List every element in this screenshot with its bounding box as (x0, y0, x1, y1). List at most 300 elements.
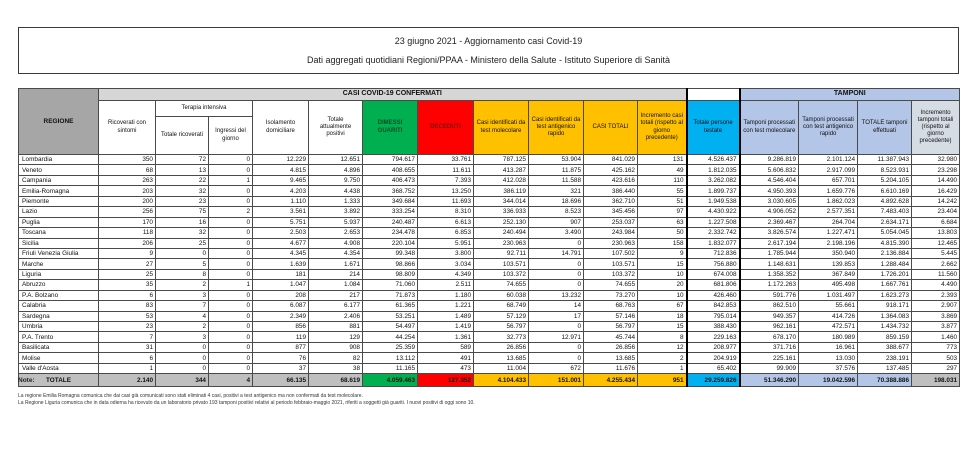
value-cell: 10 (638, 269, 687, 279)
value-cell: 32 (156, 186, 209, 196)
value-cell: 6 (99, 290, 156, 300)
value-cell: 98.809 (363, 269, 418, 279)
value-cell: 31 (99, 342, 156, 352)
value-cell: 66.135 (253, 374, 309, 387)
value-cell: 32.980 (912, 155, 960, 165)
value-cell: 1.288.484 (858, 259, 912, 269)
value-cell: 0 (156, 353, 209, 363)
value-cell: 208.977 (687, 342, 740, 352)
value-cell: 63 (638, 217, 687, 227)
value-cell: 5.606.832 (740, 165, 799, 175)
value-cell: 14.791 (529, 248, 584, 258)
value-cell: 962.161 (740, 322, 799, 332)
value-cell: 206 (99, 238, 156, 248)
table-row (19, 196, 960, 206)
value-cell: 11.676 (584, 363, 638, 373)
value-cell: 2.349 (253, 311, 309, 321)
value-cell: 5.204.105 (858, 175, 912, 185)
value-cell: 4.815 (253, 165, 309, 175)
value-cell: 10 (638, 290, 687, 300)
value-cell: 2.406 (309, 311, 363, 321)
table-row (19, 322, 960, 332)
value-cell: 170 (99, 217, 156, 227)
value-cell: 127.352 (418, 374, 474, 387)
value-cell: 220.104 (363, 238, 418, 248)
table-row (19, 186, 960, 196)
value-cell: 5.054.045 (858, 228, 912, 238)
value-cell: 0 (156, 248, 209, 258)
value-cell: 0 (529, 259, 584, 269)
value-cell: 8.523.931 (858, 165, 912, 175)
value-cell: 8.523 (529, 207, 584, 217)
table-body (19, 155, 960, 374)
value-cell: 11.875 (529, 165, 584, 175)
region-cell: P.A. Trento (19, 332, 99, 342)
group-header-tamponi: TAMPONI (740, 89, 960, 101)
value-cell: 367.849 (799, 269, 858, 279)
value-cell: 23.404 (912, 207, 960, 217)
value-cell: 61.365 (363, 301, 418, 311)
value-cell: 1.623.273 (858, 290, 912, 300)
value-cell: 4.430.922 (687, 207, 740, 217)
value-cell: 842.853 (687, 301, 740, 311)
value-cell: 7.483.403 (858, 207, 912, 217)
value-cell: 0 (209, 228, 253, 238)
value-cell: 408.655 (363, 165, 418, 175)
value-cell: 38 (309, 363, 363, 373)
value-cell: 18.696 (529, 196, 584, 206)
value-cell: 0 (156, 342, 209, 352)
region-cell: Liguria (19, 269, 99, 279)
table-row (19, 301, 960, 311)
value-cell: 1.364.083 (858, 311, 912, 321)
value-cell: 3.869 (912, 311, 960, 321)
value-cell: 0 (209, 311, 253, 321)
note-liguria: La Regione Liguria comunica che in data odierna ha ricevuto da un laboratorio privato 193 tamponi positivi relativi al periodo febbraio-maggio 2021, riferiti a soggetti già guariti. I nuovi positivi di oggi sono 10. (18, 399, 475, 406)
value-cell: 4.490 (912, 280, 960, 290)
value-cell: 18 (638, 311, 687, 321)
value-cell: 1 (209, 175, 253, 185)
value-cell: 72 (156, 155, 209, 165)
value-cell: 297 (912, 363, 960, 373)
region-cell: Campania (19, 175, 99, 185)
region-cell: Veneto (19, 165, 99, 175)
value-cell: 918.171 (858, 301, 912, 311)
value-cell: 0 (209, 269, 253, 279)
value-cell: 129 (309, 332, 363, 342)
value-cell: 2.332.742 (687, 228, 740, 238)
value-cell: 0 (209, 342, 253, 352)
value-cell: 56.797 (474, 322, 529, 332)
value-cell: 0 (529, 269, 584, 279)
value-cell: 74.655 (584, 280, 638, 290)
column-header-incremento-casi: Incremento casi totali (rispetto al giorno precedente) (638, 101, 687, 155)
title-box (18, 27, 959, 74)
region-cell: Lazio (19, 207, 99, 217)
value-cell: 951 (638, 374, 687, 387)
value-cell: 8 (156, 269, 209, 279)
column-header-ingressi-giorno: Ingressi del giorno (209, 117, 253, 155)
column-header-regione: REGIONE (19, 89, 99, 155)
value-cell: 0 (529, 353, 584, 363)
value-cell: 5.937 (309, 217, 363, 227)
value-cell: 9 (638, 248, 687, 258)
value-cell: 3.490 (529, 228, 584, 238)
value-cell: 11.588 (529, 175, 584, 185)
value-cell: 8.310 (418, 207, 474, 217)
value-cell: 71.060 (363, 280, 418, 290)
value-cell: 2 (156, 280, 209, 290)
table-row (19, 353, 960, 363)
column-header-attualmente-positivi: Totale attualmente positivi (309, 101, 363, 155)
value-cell: 0 (209, 332, 253, 342)
value-cell: 14 (529, 301, 584, 311)
value-cell: 0 (156, 363, 209, 373)
value-cell: 73.270 (584, 290, 638, 300)
value-cell: 5.445 (912, 248, 960, 258)
value-cell: 1.180 (418, 290, 474, 300)
value-cell: 907 (529, 217, 584, 227)
table-header (19, 89, 960, 155)
value-cell: 14.490 (912, 175, 960, 185)
value-cell: 158 (638, 238, 687, 248)
value-cell: 3.262.082 (687, 175, 740, 185)
value-cell: 131 (638, 155, 687, 165)
table-row (19, 155, 960, 165)
value-cell: 1.489 (418, 311, 474, 321)
value-cell: 11.004 (474, 363, 529, 373)
value-cell: 151.001 (529, 374, 584, 387)
value-cell: 6.177 (309, 301, 363, 311)
value-cell: 68 (99, 165, 156, 175)
value-cell: 1.726.201 (858, 269, 912, 279)
value-cell: 2 (209, 207, 253, 217)
value-cell: 1.434.732 (858, 322, 912, 332)
value-cell: 9.465 (253, 175, 309, 185)
value-cell: 4.354 (309, 248, 363, 258)
value-cell: 423.616 (584, 175, 638, 185)
value-cell: 16.961 (799, 342, 858, 352)
value-cell: 2.198.196 (799, 238, 858, 248)
value-cell: 1.667.761 (858, 280, 912, 290)
value-cell: 26.856 (584, 342, 638, 352)
value-cell: 137.485 (858, 363, 912, 373)
value-cell: 0 (209, 165, 253, 175)
value-cell: 3.892 (309, 207, 363, 217)
value-cell: 1.172.263 (740, 280, 799, 290)
value-cell: 3.030.605 (740, 196, 799, 206)
column-header-casi-totali: CASI TOTALI (584, 101, 638, 155)
value-cell: 6.853 (418, 228, 474, 238)
value-cell: 6 (99, 353, 156, 363)
value-cell: 4.677 (253, 238, 309, 248)
value-cell: 4.892.628 (858, 196, 912, 206)
value-cell: 103.372 (584, 269, 638, 279)
value-cell: 681.806 (687, 280, 740, 290)
value-cell: 368.752 (363, 186, 418, 196)
value-cell: 7 (156, 301, 209, 311)
region-cell: Abruzzo (19, 280, 99, 290)
region-cell: Sardegna (19, 311, 99, 321)
value-cell: 4.908 (309, 238, 363, 248)
value-cell: 243.984 (584, 228, 638, 238)
value-cell: 1.419 (418, 322, 474, 332)
value-cell: 321 (529, 186, 584, 196)
value-cell: 3.561 (253, 207, 309, 217)
value-cell: 82 (309, 353, 363, 363)
report-subtitle: Dati aggregati quotidiani Regioni/PPAA - Ministero della Salute - Istituto Superiore di Sanità (306, 54, 671, 65)
value-cell: 4.546.404 (740, 175, 799, 185)
region-cell: Basilicata (19, 342, 99, 352)
value-cell: 4.906.052 (740, 207, 799, 217)
value-cell: 0 (209, 301, 253, 311)
value-cell: 0 (209, 353, 253, 363)
value-cell: 230.963 (584, 238, 638, 248)
value-cell: 11.165 (363, 363, 418, 373)
value-cell: 412.028 (474, 175, 529, 185)
value-cell: 27 (99, 259, 156, 269)
table-row (19, 290, 960, 300)
value-cell: 139.853 (799, 259, 858, 269)
value-cell: 678.170 (740, 332, 799, 342)
value-cell: 4.950.393 (740, 186, 799, 196)
value-cell: 118 (99, 228, 156, 238)
region-cell: Friuli Venezia Giulia (19, 248, 99, 258)
value-cell: 13.112 (363, 353, 418, 363)
value-cell: 217 (309, 290, 363, 300)
value-cell: 0 (529, 322, 584, 332)
region-cell: Puglia (19, 217, 99, 227)
value-cell: 2.907 (912, 301, 960, 311)
value-cell: 881 (309, 322, 363, 332)
value-cell: 0 (209, 248, 253, 258)
value-cell: 4.896 (309, 165, 363, 175)
notes-section (18, 377, 957, 406)
value-cell: 856 (253, 322, 309, 332)
value-cell: 1.949.538 (687, 196, 740, 206)
value-cell: 426.460 (687, 290, 740, 300)
value-cell: 240.494 (474, 228, 529, 238)
value-cell: 4 (156, 311, 209, 321)
table-row (19, 269, 960, 279)
value-cell: 672 (529, 363, 584, 373)
value-cell: 591.776 (740, 290, 799, 300)
value-cell: 674.008 (687, 269, 740, 279)
value-cell: 214 (309, 269, 363, 279)
value-cell: 13.250 (418, 186, 474, 196)
value-cell: 13.030 (799, 353, 858, 363)
value-cell: 473 (418, 363, 474, 373)
value-cell: 68.749 (474, 301, 529, 311)
value-cell: 1.084 (309, 280, 363, 290)
value-cell: 1.333 (309, 196, 363, 206)
value-cell: 425.162 (584, 165, 638, 175)
value-cell: 472.571 (799, 322, 858, 332)
value-cell: 12.971 (529, 332, 584, 342)
value-cell: 240.487 (363, 217, 418, 227)
value-cell: 25 (99, 269, 156, 279)
value-cell: 1.785.944 (740, 248, 799, 258)
region-cell: Molise (19, 353, 99, 363)
note-emilia-romagna: La regione Emilia Romagna comunica che dai casi già comunicati sono stati eliminati 4 casi, positivi a test antigenico ma non confermati da test molecolare. (18, 393, 363, 399)
value-cell: 49 (638, 165, 687, 175)
value-cell: 1.639 (253, 259, 309, 269)
value-cell: 756.880 (687, 259, 740, 269)
value-cell: 15 (638, 259, 687, 269)
value-cell: 54.497 (363, 322, 418, 332)
value-cell: 44.254 (363, 332, 418, 342)
value-cell: 4.438 (309, 186, 363, 196)
table-row (19, 228, 960, 238)
table-row (19, 238, 960, 248)
table-row (19, 175, 960, 185)
column-header-totale-tamponi: TOTALE tamponi effettuati (858, 101, 912, 155)
value-cell: 2.577.351 (799, 207, 858, 217)
value-cell: 200 (99, 196, 156, 206)
value-cell: 1.361 (418, 332, 474, 342)
value-cell: 7.393 (418, 175, 474, 185)
value-cell: 5.751 (253, 217, 309, 227)
value-cell: 53.904 (529, 155, 584, 165)
value-cell: 75 (156, 207, 209, 217)
value-cell: 263 (99, 175, 156, 185)
table-row (19, 165, 960, 175)
value-cell: 74.655 (474, 280, 529, 290)
value-cell: 198.031 (912, 374, 960, 387)
value-cell: 70.388.886 (858, 374, 912, 387)
value-cell: 1 (209, 280, 253, 290)
value-cell: 333.254 (363, 207, 418, 217)
value-cell: 5.951 (418, 238, 474, 248)
value-cell: 0 (209, 186, 253, 196)
value-cell: 336.933 (474, 207, 529, 217)
value-cell: 6.610.169 (858, 186, 912, 196)
value-cell: 5 (156, 259, 209, 269)
region-cell: Calabria (19, 301, 99, 311)
value-cell: 794.617 (363, 155, 418, 165)
value-cell: 877 (253, 342, 309, 352)
value-cell: 4.345 (253, 248, 309, 258)
value-cell: 3.800 (418, 248, 474, 258)
value-cell: 22 (156, 175, 209, 185)
table-row (19, 342, 960, 352)
value-cell: 0 (209, 322, 253, 332)
value-cell: 3.877 (912, 322, 960, 332)
value-cell: 16 (156, 217, 209, 227)
table-row (19, 280, 960, 290)
value-cell: 712.836 (687, 248, 740, 258)
value-cell: 19.042.596 (799, 374, 858, 387)
column-header-totale-ricoverati: Totale ricoverati (156, 117, 209, 155)
region-cell: Valle d'Aosta (19, 363, 99, 373)
group-header-terapia-intensiva: Terapia intensiva (156, 101, 253, 117)
value-cell: 225.161 (740, 353, 799, 363)
value-cell: 495.498 (799, 280, 858, 290)
value-cell: 350 (99, 155, 156, 165)
value-cell: 4.526.437 (687, 155, 740, 165)
value-cell: 4.059.463 (363, 374, 418, 387)
value-cell: 57.129 (474, 311, 529, 321)
group-header-confirmed: CASI COVID-19 CONFERMATI (99, 89, 687, 101)
table-row (19, 259, 960, 269)
region-cell: TOTALE (19, 374, 99, 387)
value-cell: 345.456 (584, 207, 638, 217)
value-cell: 238.191 (858, 353, 912, 363)
value-cell: 13.685 (584, 353, 638, 363)
notes-title: Note: (18, 377, 35, 384)
value-cell: 20 (638, 280, 687, 290)
value-cell: 7 (99, 332, 156, 342)
value-cell: 4.349 (418, 269, 474, 279)
value-cell: 1.862.023 (799, 196, 858, 206)
value-cell: 0 (529, 238, 584, 248)
value-cell: 4.255.434 (584, 374, 638, 387)
value-cell: 1 (638, 363, 687, 373)
value-cell: 181 (253, 269, 309, 279)
value-cell: 203 (99, 186, 156, 196)
value-cell: 0 (209, 363, 253, 373)
value-cell: 859.159 (858, 332, 912, 342)
value-cell: 32 (156, 228, 209, 238)
value-cell: 55 (638, 186, 687, 196)
column-header-tamponi-molecolare: Tamponi processati con test molecolare (740, 101, 799, 155)
value-cell: 787.125 (474, 155, 529, 165)
value-cell: 344 (156, 374, 209, 387)
value-cell: 65.402 (687, 363, 740, 373)
value-cell: 11.560 (912, 269, 960, 279)
value-cell: 949.357 (740, 311, 799, 321)
value-cell: 3 (156, 290, 209, 300)
region-cell: Sicilia (19, 238, 99, 248)
column-header-tamponi-antigenico: Tamponi processati con test antigenico rapido (799, 101, 858, 155)
region-cell: Emilia-Romagna (19, 186, 99, 196)
value-cell: 32.773 (474, 332, 529, 342)
value-cell: 388.677 (858, 342, 912, 352)
value-cell: 60.038 (474, 290, 529, 300)
value-cell: 388.430 (687, 322, 740, 332)
value-cell: 68.763 (584, 301, 638, 311)
value-cell: 17 (529, 311, 584, 321)
column-header-casi-antigenico: Casi identificati da test antigenico rapido (529, 101, 584, 155)
region-cell: Lombardia (19, 155, 99, 165)
value-cell: 1 (99, 363, 156, 373)
value-cell: 350.940 (799, 248, 858, 258)
value-cell: 2.662 (912, 259, 960, 269)
value-cell: 11.611 (418, 165, 474, 175)
value-cell: 13.685 (474, 353, 529, 363)
value-cell: 2.140 (99, 374, 156, 387)
value-cell: 413.287 (474, 165, 529, 175)
value-cell: 37.576 (799, 363, 858, 373)
value-cell: 253.037 (584, 217, 638, 227)
value-cell: 1.227.508 (687, 217, 740, 227)
value-cell: 25 (156, 238, 209, 248)
value-cell: 349.684 (363, 196, 418, 206)
column-header-ricoverati: Ricoverati con sintomi (99, 101, 156, 155)
value-cell: 0 (209, 259, 253, 269)
value-cell: 503 (912, 353, 960, 363)
value-cell: 0 (529, 280, 584, 290)
value-cell: 1.047 (253, 280, 309, 290)
value-cell: 12.465 (912, 238, 960, 248)
value-cell: 230.963 (474, 238, 529, 248)
region-cell: Piemonte (19, 196, 99, 206)
value-cell: 0 (209, 155, 253, 165)
value-cell: 2.393 (912, 290, 960, 300)
value-cell: 83 (99, 301, 156, 311)
value-cell: 0 (209, 196, 253, 206)
value-cell: 103.571 (584, 259, 638, 269)
